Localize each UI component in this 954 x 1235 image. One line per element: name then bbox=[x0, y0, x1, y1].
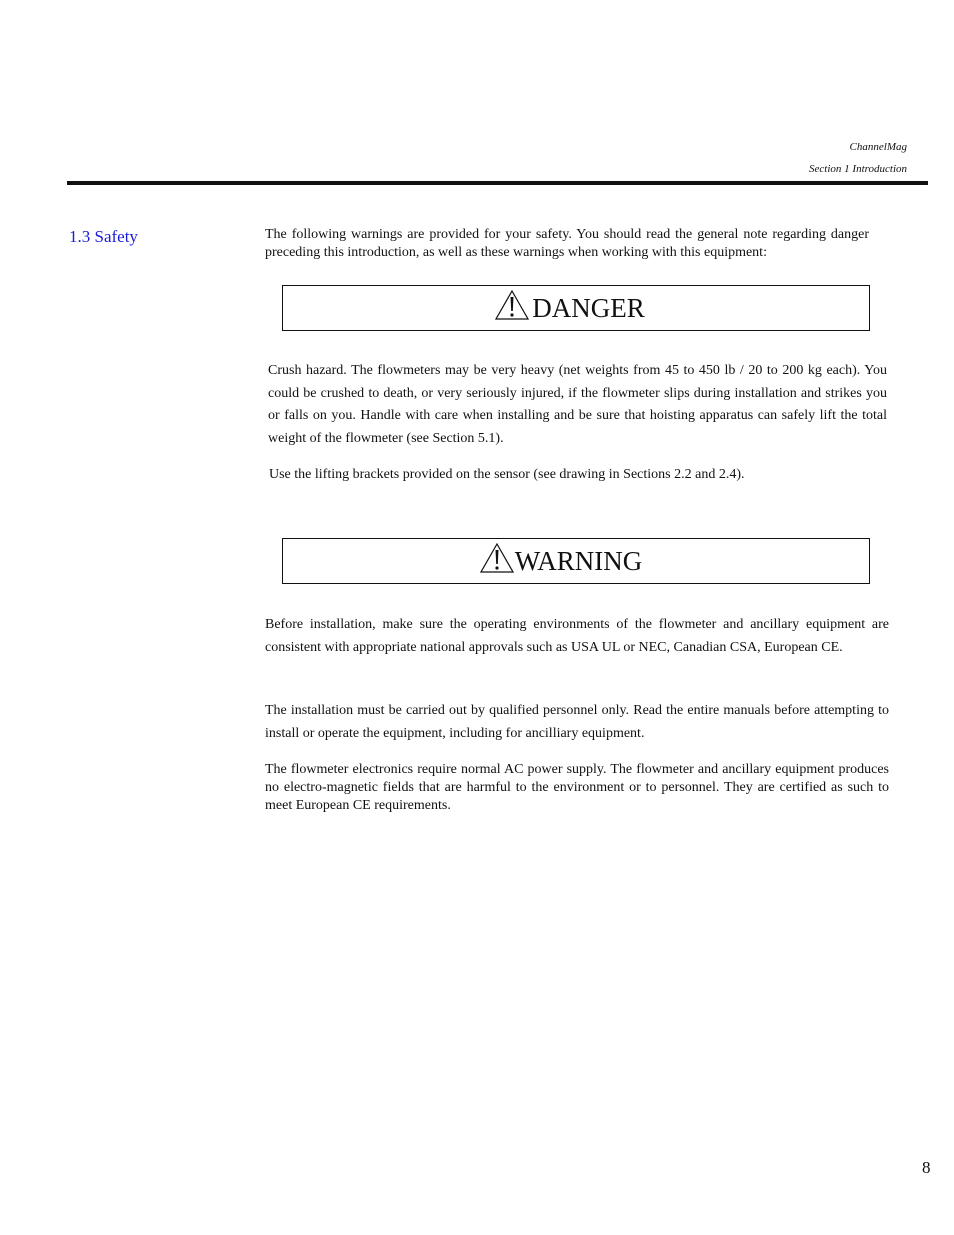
header-section: Section 1 Introduction bbox=[809, 163, 907, 175]
intro-paragraph: The following warnings are provided for your safety. You should read the general note regarding danger preceding this introduction, as well as these warnings when working with this equipment: bbox=[265, 227, 869, 260]
danger-box bbox=[282, 285, 870, 331]
page-number: 8 bbox=[922, 1158, 931, 1177]
danger-label: DANGER bbox=[532, 292, 645, 323]
warning-box bbox=[282, 538, 870, 584]
warning-label: WARNING bbox=[514, 545, 643, 576]
installation-environment-paragraph: Before installation, make sure the operating environments of the flowmeter and ancillary equipment are consistent with appropriate national approvals such as USA UL or NEC, Canadian CSA, European CE. bbox=[265, 617, 889, 655]
qualified-personnel-paragraph: The installation must be carried out by qualified personnel only. Read the entire manuals before attempting to install or operate the equipment, including for ancilliary equipment. bbox=[265, 703, 889, 741]
warning-triangle-icon bbox=[480, 543, 514, 573]
lifting-brackets-paragraph: Use the lifting brackets provided on the sensor (see drawing in Sections 2.2 and 2.4). bbox=[269, 467, 745, 482]
header-rule bbox=[67, 181, 928, 185]
crush-hazard-paragraph: Crush hazard. The flowmeters may be very heavy (net weights from 45 to 450 lb / 20 to 200 kg each). You could be crushed to death, or very seriously injured, if the flowmeter slips during installation and strikes you or falls on you. Handle with care when installing and be sure that hoisting apparatus can safely lift the total weight of the flowmeter (see Section 5.1). bbox=[268, 363, 887, 446]
section-title: 1.3 Safety bbox=[69, 227, 138, 246]
electronics-power-paragraph: The flowmeter electronics require normal AC power supply. The flowmeter and ancillary equipment produces no electro-magnetic fields that are harmful to the environment or to personnel. They are certified as such to meet European CE requirements. bbox=[265, 762, 889, 813]
warning-triangle-icon bbox=[495, 290, 529, 320]
header-product: ChannelMag bbox=[849, 141, 907, 153]
